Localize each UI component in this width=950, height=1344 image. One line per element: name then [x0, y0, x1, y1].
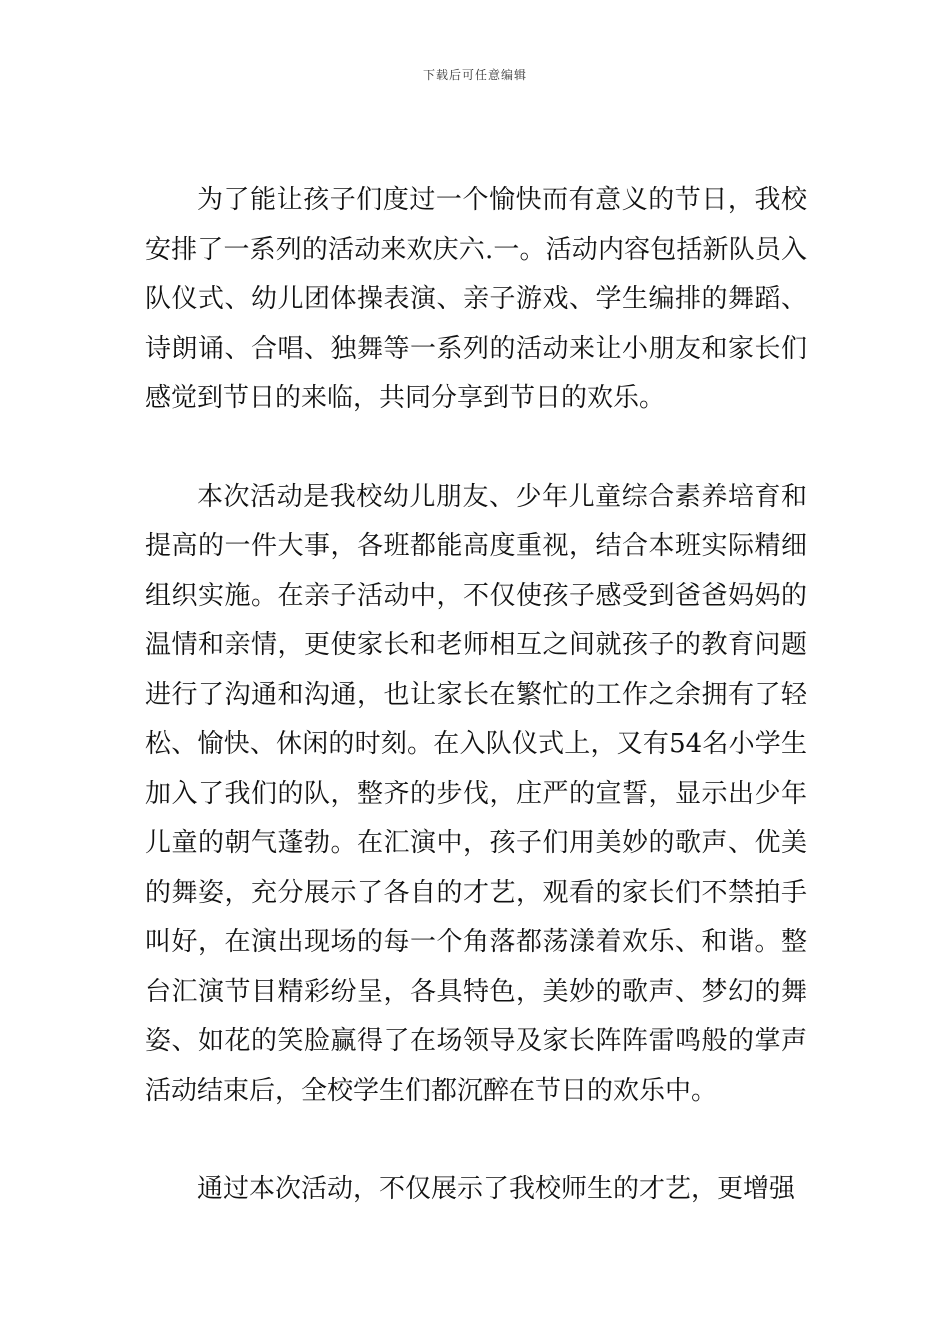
paragraph-3: 通过本次活动，不仅展示了我校师生的才艺，更增强 [197, 1174, 796, 1204]
page-header-note: 下载后可任意编辑 [422, 68, 527, 82]
document-body [145, 176, 807, 1215]
paragraph-2: 本次活动是我校幼儿朋友、少年儿童综合素养培育和提高的一件大事，各班都能高度重视，结合本班实际精细组织实施。在亲子活动中，不仅使孩子感受到爸爸妈妈的温情和亲情，更使家长和老师相互之间就孩子的教育问题进行了沟通和沟通，也让家长在繁忙的工作之余拥有了轻松、愉快、休闲的时刻。在入队仪式上，又有54名小学生加入了我们的队，整齐的步伐，庄严的宣誓，显示出少年儿童的朝气蓬勃。在汇演中，孩子们用美妙的歌声、优美的舞姿，充分展示了各自的才艺，观看的家长们不禁拍手叫好，在演出现场的每一个角落都荡漾着欢乐、和谐。整台汇演节目精彩纷呈，各具特色，美妙的歌声、梦幻的舞姿、如花的笑脸赢得了在场领导及家长阵阵雷鸣般的掌声活动结束后，全校学生们都沉醉在节日的欢乐中。 [145, 481, 807, 1106]
paragraph-1: 为了能让孩子们度过一个愉快而有意义的节日，我校安排了一系列的活动来欢庆六.一。活动内容包括新队员入队仪式、幼儿团体操表演、亲子游戏、学生编排的舞蹈、诗朗诵、合唱、独舞等一系列的活动来让小朋友和家长们感觉到节日的来临，共同分享到节日的欢乐。 [145, 185, 807, 413]
